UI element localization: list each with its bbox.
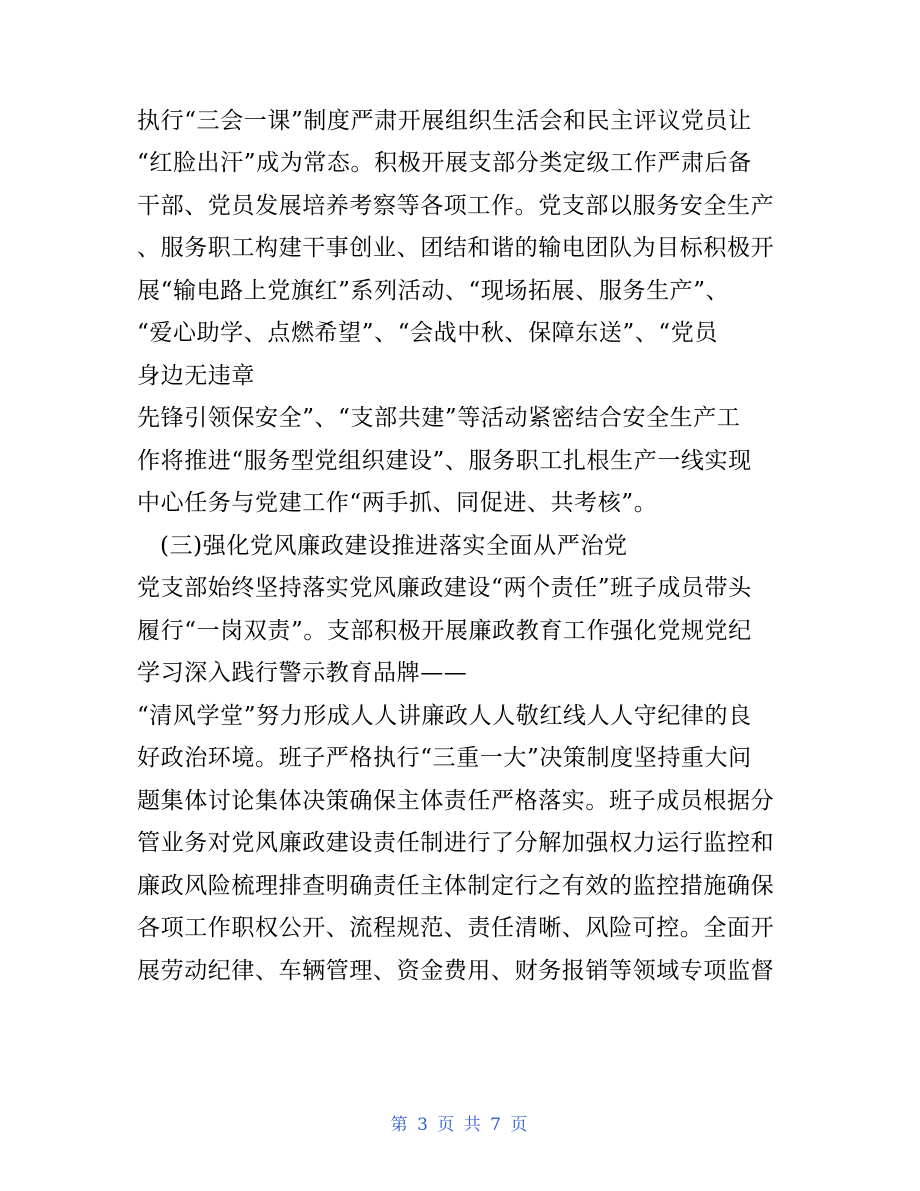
paragraph-line: “清风学堂”努力形成人人讲廉政人人敬红线人人守纪律的良 [137,703,752,729]
section-heading: (三)强化党风廉政建设推进落实全面从严治党 [160,533,628,559]
paragraph-line: 廉政风险梳理排查明确责任主体制定行之有效的监控措施确保 [137,873,775,899]
paragraph-line: 党支部始终坚持落实党风廉政建设“两个责任”班子成员带头 [137,575,752,601]
paragraph-line: 履行“一岗双责”。支部积极开展廉政教育工作强化党规党纪 [137,618,752,644]
paragraph-line: 中心任务与党建工作“两手抓、同促进、共考核”。 [137,490,658,516]
paragraph-line: 管业务对党风廉政建设责任制进行了分解加强权力运行监控和 [137,830,775,856]
paragraph-line: 干部、党员发展培养考察等各项工作。党支部以服务安全生产 [137,193,775,219]
page-number-footer: 第 3 页 共 7 页 [390,1115,530,1135]
paragraph-line: 学习深入践行警示教育品牌—— [137,660,468,686]
paragraph-line: 、服务职工构建干事创业、团结和谐的输电团队为目标积极开 [137,235,775,261]
paragraph-line: 展“输电路上党旗红”系列活动、“现场拓展、服务生产”、 [137,278,730,304]
paragraph-line: 作将推进“服务型党组织建设”、服务职工扎根生产一线实现 [137,448,752,474]
paragraph-line: 题集体讨论集体决策确保主体责任严格落实。班子成员根据分 [137,788,775,814]
paragraph-line: “红脸出汗”成为常态。积极开展支部分类定级工作严肃后备 [137,150,752,176]
paragraph-line: 先锋引领保安全”、“支部共建”等活动紧密结合安全生产工 [137,405,741,431]
paragraph-line: “爱心助学、点燃希望”、“会战中秋、保障东送”、“党员 [137,320,718,346]
paragraph-line: 各项工作职权公开、流程规范、责任清晰、风险可控。全面开 [137,915,775,941]
paragraph-line: 展劳动纪律、车辆管理、资金费用、财务报销等领域专项监督 [137,958,775,984]
paragraph-line: 身边无违章 [137,363,255,389]
paragraph-line: 执行“三会一课”制度严肃开展组织生活会和民主评议党员让 [137,108,752,134]
paragraph-line: 好政治环境。班子严格执行“三重一大”决策制度坚持重大问 [137,745,752,771]
